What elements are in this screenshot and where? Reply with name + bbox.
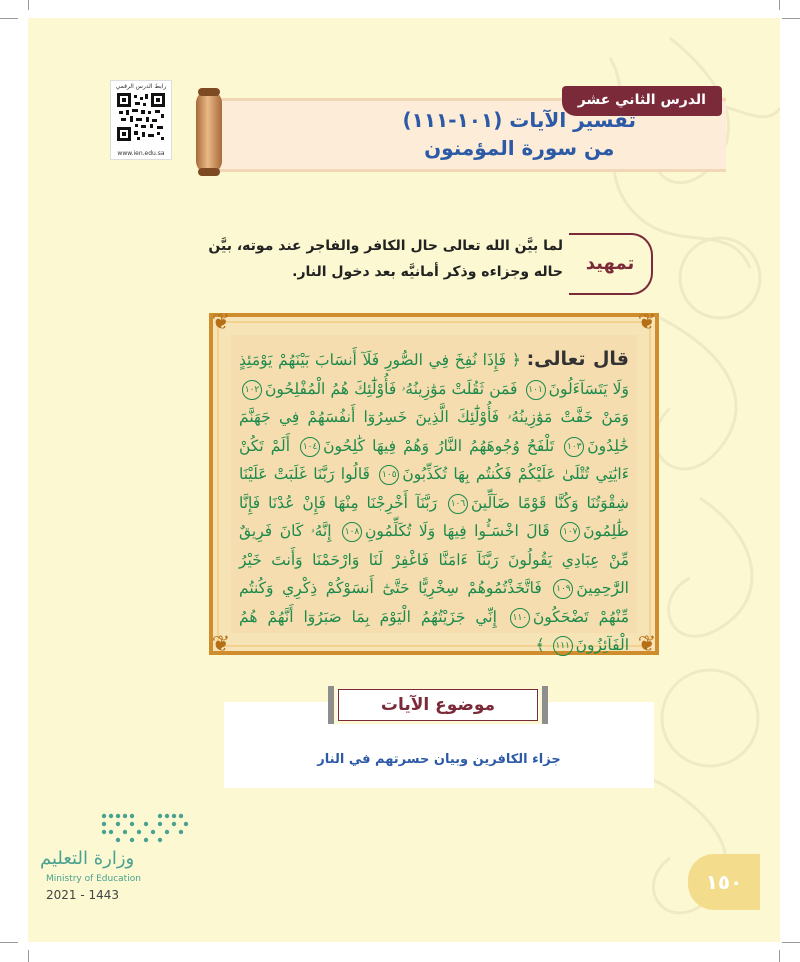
crop-mark (779, 950, 780, 962)
verse-segment: وَمَنْ خَفَّتْ مَوَٰزِينُهُۥ فَأُوْلَٰٓئِكَ الَّذِينَ خَسِرُوٓا أَنفُسَهُمْ فِي جَهَنَّمَ خَٰلِدُونَ (239, 408, 629, 455)
ministry-name-english: Ministry of Education (46, 874, 141, 884)
ayah-number-marker: ١٠٣ (564, 437, 584, 457)
rod-cap (198, 88, 220, 96)
verses-frame (209, 310, 659, 657)
verses-panel (231, 335, 637, 654)
ornament-icon: ❦ (637, 632, 657, 657)
ayah-number-marker: ١٠٤ (300, 437, 320, 457)
qr-url: www.ien.edu.sa (117, 150, 165, 157)
ministry-logo (40, 808, 190, 918)
ayah-number-marker: ١١١ (553, 636, 573, 656)
verse-segment: قَالَ اخْسَـُٔوا فِيهَا وَلَا تُكَلِّمُونِ (365, 522, 550, 540)
edition-year: 2021 - 1443 (46, 888, 120, 902)
crop-mark (28, 0, 29, 10)
verse-segment: ﴿ فَإِذَا نُفِخَ فِي الصُّورِ فَلَآ أَنسَابَ بَيْنَهُمْ يَوْمَئِذٍ وَلَا يَتَسَآءَلُونَ (239, 351, 629, 398)
crop-mark (782, 18, 800, 19)
topic-text: جزاء الكافرين وبيان حسرتهم في النار (317, 752, 561, 767)
crop-mark (779, 0, 780, 10)
crop-mark (0, 18, 18, 19)
ayah-number-marker: ١٠١ (526, 380, 546, 400)
crop-mark (28, 950, 29, 962)
qr-label: رابط الدرس الرقمي (115, 83, 167, 90)
ornament-icon: ❦ (211, 310, 231, 335)
intro-section (208, 233, 653, 303)
topic-tab (328, 686, 548, 724)
ayah-number-marker: ١١٠ (510, 608, 530, 628)
crop-mark (0, 942, 18, 943)
verses-text (239, 345, 629, 660)
ayah-number-marker: ١٠٦ (448, 494, 468, 514)
ministry-logo-icon (100, 810, 190, 844)
verse-segment: فَاتَّخَذْتُمُوهُمْ سِخْرِيًّا حَتَّىٰٓ أَنسَوْكُمْ ذِكْرِي وَكُنتُم مِّنْهُمْ تَضْحَكُونَ (239, 579, 630, 626)
ayah-number-marker: ١٠٢ (242, 380, 262, 400)
textbook-page (28, 18, 780, 942)
ayah-number-marker: ١٠٨ (342, 522, 362, 542)
lesson-number-tag: الدرس الثاني عشر (562, 86, 722, 116)
page-number: ١٥٠ (688, 854, 760, 910)
verse-closing-bracket: ﴾ (535, 636, 550, 654)
verse-segment: فَمَن ثَقُلَتْ مَوَٰزِينُهُۥ فَأُوْلَٰٓئِكَ هُمُ الْمُفْلِحُونَ (265, 379, 518, 398)
intro-text: لما بيَّن الله تعالى حال الكافر والفاجر عند موته، بيَّن حاله وجزاءه وذكر أمانيَّه بعد دخول النار. (208, 238, 563, 280)
topic-title: موضوع الآيات (338, 689, 538, 721)
qr-code-box[interactable] (110, 80, 172, 160)
verse-segment: قَالُوا رَبَّنَا غَلَبَتْ عَلَيْنَا شِقْوَتُنَا وَكُنَّا قَوْمًا ضَآلِّينَ (239, 465, 629, 512)
ayah-number-marker: ١٠٥ (379, 465, 399, 485)
ministry-name-arabic: وزارة التعليم (40, 848, 135, 869)
qr-code-icon (117, 93, 165, 141)
ayah-number-marker: ١٠٩ (553, 579, 573, 599)
lesson-title-line1: تفسير الآيات (١٠١-١١١) (402, 108, 636, 132)
lesson-banner (196, 90, 736, 174)
lesson-title (403, 106, 637, 162)
intro-tag: تمهيد (569, 233, 653, 295)
verse-segment: تَلْفَحُ وُجُوهَهُمُ النَّارُ وَهُمْ فِيهَا كَٰلِحُونَ (323, 436, 555, 455)
verse-segment: رَبَّنَآ أَخْرِجْنَا مِنْهَا فَإِنْ عُدْنَا فَإِنَّا ظَٰلِمُونَ (239, 493, 629, 540)
ayah-number-marker: ١٠٧ (560, 522, 580, 542)
verse-segment: أَلَمْ تَكُنْ ءَايَٰتِي تُتْلَىٰ عَلَيْكُمْ فَكُنتُم بِهَا تُكَذِّبُونَ (239, 436, 629, 483)
rod-cap (198, 168, 220, 176)
topic-section (224, 686, 654, 798)
ornament-icon: ❦ (637, 310, 657, 335)
verse-intro: قال تعالى: (526, 348, 630, 370)
verse-segment: إِنِّي جَزَيْتُهُمُ الْيَوْمَ بِمَا صَبَرُوٓا أَنَّهُمْ هُمُ الْفَآئِزُونَ (239, 607, 629, 654)
verse-segment: إِنَّهُۥ كَانَ فَرِيقٌ مِّنْ عِبَادِي يَقُولُونَ رَبَّنَآ ءَامَنَّا فَاغْفِرْ لَنَا وَارْحَمْنَا وَأَنتَ خَيْرُ الرَّٰحِمِينَ (239, 522, 629, 597)
lesson-title-line2: من سورة المؤمنون (424, 136, 615, 160)
ornament-icon: ❦ (211, 632, 231, 657)
crop-mark (782, 942, 800, 943)
scroll-rod-icon (196, 90, 222, 174)
